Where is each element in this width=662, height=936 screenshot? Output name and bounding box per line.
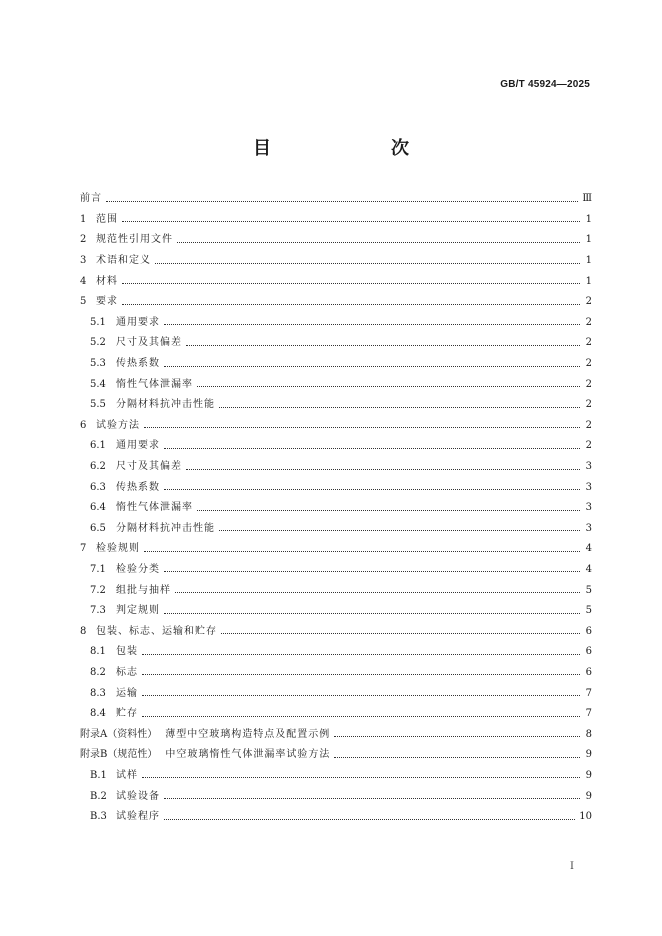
toc-entry-page: 5: [585, 605, 592, 617]
toc-entry[interactable]: [80, 683, 592, 704]
toc-entry[interactable]: [80, 416, 592, 437]
dot-leader: [164, 561, 580, 572]
dot-leader: [164, 479, 580, 490]
dot-leader: [142, 685, 580, 696]
toc-entry-label: 标志: [116, 666, 138, 678]
toc-entry[interactable]: [80, 313, 592, 334]
toc-entry-number: B.3: [90, 811, 107, 823]
toc-entry-number: 5: [80, 296, 87, 308]
dot-leader: [142, 644, 580, 655]
dot-leader: [164, 356, 580, 367]
toc-entry-page: 5: [585, 584, 592, 596]
toc-entry[interactable]: [80, 477, 592, 498]
dot-leader: [177, 232, 580, 243]
toc-entry-label: 通用要求: [116, 316, 160, 328]
toc-entry[interactable]: [80, 786, 592, 807]
toc-entry[interactable]: [80, 271, 592, 292]
toc-entry-label: 试验设备: [116, 790, 160, 802]
toc-entry-number: 8.3: [90, 687, 106, 699]
toc-entry-label: 惰性气体泄漏率: [116, 378, 193, 390]
toc-entry-page: 7: [585, 687, 592, 699]
toc-entry[interactable]: [80, 292, 592, 313]
toc-entry-number: 8.2: [90, 666, 106, 678]
toc-entry[interactable]: [80, 395, 592, 416]
toc-entry-page: 6: [585, 646, 592, 658]
toc-entry-number: 7.2: [90, 584, 106, 596]
toc-entry-page: 1: [585, 275, 592, 287]
toc-entry-page: 9: [585, 790, 592, 802]
standard-code: GB/T 45924—2025: [500, 79, 590, 90]
toc-entry-page: 8: [585, 728, 592, 740]
toc-entry-number: 附录A（资料性）: [80, 728, 158, 740]
dot-leader: [175, 582, 580, 593]
toc-entry[interactable]: [80, 724, 592, 745]
toc-entry-page: 4: [585, 543, 592, 555]
dot-leader: [122, 273, 580, 284]
toc-entry-page: 2: [585, 316, 592, 328]
toc-entry-label: 检验规则: [96, 543, 140, 555]
toc-entry-label: 规范性引用文件: [96, 234, 173, 246]
dot-leader: [197, 500, 580, 511]
toc-entry-label: 要求: [96, 296, 118, 308]
toc-entry[interactable]: [80, 560, 592, 581]
toc-entry-label: 分隔材料抗冲击性能: [116, 399, 215, 411]
toc-entry-page: 4: [585, 563, 592, 575]
toc-entry-page: 2: [585, 399, 592, 411]
toc-entry-label: 前言: [80, 193, 102, 205]
toc-entry-page: 9: [585, 769, 592, 781]
toc-entry-number: 1: [80, 213, 87, 225]
toc-entry-label: 试验方法: [96, 419, 140, 431]
toc-entry-number: 5.2: [90, 337, 106, 349]
dot-leader: [144, 541, 580, 552]
toc-entry-label: 尺寸及其偏差: [116, 337, 182, 349]
toc-entry-label: 传热系数: [116, 481, 160, 493]
toc-entry-number: 6: [80, 419, 87, 431]
toc-entry[interactable]: [80, 539, 592, 560]
toc-entry-page: 7: [585, 708, 592, 720]
toc-entry-label: 中空玻璃惰性气体泄漏率试验方法: [165, 749, 331, 761]
toc-entry-number: 8.1: [90, 646, 106, 658]
toc-entry[interactable]: [80, 621, 592, 642]
dot-leader: [142, 664, 580, 675]
toc-entry-number: 6.5: [90, 522, 106, 534]
toc-entry-page: 1: [585, 234, 592, 246]
toc-entry-label: 通用要求: [116, 440, 160, 452]
dot-leader: [186, 335, 580, 346]
toc-entry-label: 尺寸及其偏差: [116, 461, 182, 473]
dot-leader: [142, 767, 580, 778]
toc-entry[interactable]: [80, 519, 592, 540]
toc-entry-page: 2: [585, 337, 592, 349]
toc-entry-page: 2: [585, 419, 592, 431]
toc-entry-page: 3: [585, 481, 592, 493]
toc-entry-number: 7: [80, 543, 87, 555]
dot-leader: [164, 314, 580, 325]
toc-entry-label: 包装、标志、运输和贮存: [96, 625, 217, 637]
toc-entry[interactable]: [80, 498, 592, 519]
toc-entry-label: 惰性气体泄漏率: [116, 502, 193, 514]
toc-entry-number: 5.3: [90, 358, 106, 370]
dot-leader: [155, 253, 580, 264]
toc-entry-page: 3: [585, 522, 592, 534]
toc-entry-number: 7.3: [90, 605, 106, 617]
toc-entry-label: 检验分类: [116, 563, 160, 575]
toc-entry-label: 组批与抽样: [116, 584, 171, 596]
toc-entry-number: 5.5: [90, 399, 106, 411]
toc-entry-page: 2: [585, 440, 592, 452]
toc-entry[interactable]: [80, 807, 592, 828]
toc-entry-page: 3: [585, 461, 592, 473]
toc-entry-label: 包装: [116, 646, 138, 658]
toc-entry-label: 贮存: [116, 708, 138, 720]
dot-leader: [106, 191, 578, 202]
toc-entry-number: B.1: [90, 769, 107, 781]
toc-entry-label: 薄型中空玻璃构造特点及配置示例: [165, 728, 331, 740]
toc-entry-page: 2: [585, 358, 592, 370]
toc-entry-page: 6: [585, 625, 592, 637]
toc-entry[interactable]: [80, 704, 592, 725]
toc-entry[interactable]: [80, 189, 592, 210]
toc-entry-page: 2: [585, 296, 592, 308]
toc-entry[interactable]: [80, 230, 592, 251]
toc-entry[interactable]: [80, 210, 592, 231]
dot-leader: [164, 809, 575, 820]
toc-entry-page: 10: [579, 811, 592, 823]
toc-entry-page: 1: [585, 255, 592, 267]
toc-entry-page: 1: [585, 213, 592, 225]
dot-leader: [164, 603, 580, 614]
toc-entry-number: 3: [80, 255, 87, 267]
dot-leader: [144, 417, 580, 428]
dot-leader: [122, 294, 580, 305]
toc-entry[interactable]: [80, 374, 592, 395]
toc-entry-page: 9: [585, 749, 592, 761]
toc-entry[interactable]: [80, 436, 592, 457]
dot-leader: [122, 211, 580, 222]
toc-entry-label: 运输: [116, 687, 138, 699]
dot-leader: [197, 376, 580, 387]
toc-entry[interactable]: [80, 642, 592, 663]
toc-entry-label: 传热系数: [116, 358, 160, 370]
toc-entry[interactable]: [80, 601, 592, 622]
toc-entry-number: 8: [80, 625, 87, 637]
toc-entry-label: 试验程序: [116, 811, 160, 823]
dot-leader: [186, 459, 580, 470]
toc-entry[interactable]: [80, 745, 592, 766]
toc-entry-page: 2: [585, 378, 592, 390]
toc-entry-number: 6.3: [90, 481, 106, 493]
toc-entry-number: 5.1: [90, 316, 106, 328]
toc-entry[interactable]: [80, 251, 592, 272]
page-title: 目 次: [253, 138, 437, 159]
dot-leader: [219, 397, 580, 408]
toc-entry[interactable]: [80, 354, 592, 375]
toc-entry-number: 2: [80, 234, 87, 246]
toc-entry-page: 6: [585, 666, 592, 678]
table-of-contents: [80, 189, 592, 827]
toc-entry-label: 判定规则: [116, 605, 160, 617]
toc-entry-label: 术语和定义: [96, 255, 151, 267]
toc-entry[interactable]: [80, 580, 592, 601]
toc-entry[interactable]: [80, 766, 592, 787]
toc-entry-page: Ⅲ: [582, 193, 592, 205]
toc-entry-number: 4: [80, 275, 87, 287]
dot-leader: [221, 623, 580, 634]
toc-entry-number: 7.1: [90, 563, 106, 575]
toc-entry-number: 附录B（规范性）: [80, 749, 158, 761]
toc-entry-number: 6.1: [90, 440, 106, 452]
dot-leader: [164, 788, 580, 799]
toc-entry-label: 材料: [96, 275, 118, 287]
toc-entry[interactable]: [80, 333, 592, 354]
dot-leader: [334, 747, 580, 758]
toc-entry-label: 范围: [96, 213, 118, 225]
toc-entry-number: 6.2: [90, 461, 106, 473]
toc-entry-number: 8.4: [90, 708, 106, 720]
toc-entry[interactable]: [80, 663, 592, 684]
toc-entry-label: 试样: [116, 769, 138, 781]
toc-entry[interactable]: [80, 457, 592, 478]
toc-entry-page: 3: [585, 502, 592, 514]
toc-entry-label: 分隔材料抗冲击性能: [116, 522, 215, 534]
dot-leader: [219, 520, 580, 531]
dot-leader: [334, 726, 580, 737]
dot-leader: [142, 706, 580, 717]
toc-entry-number: 6.4: [90, 502, 106, 514]
toc-entry-number: 5.4: [90, 378, 106, 390]
dot-leader: [164, 438, 580, 449]
toc-entry-number: B.2: [90, 790, 107, 802]
page-number: I: [570, 861, 574, 872]
